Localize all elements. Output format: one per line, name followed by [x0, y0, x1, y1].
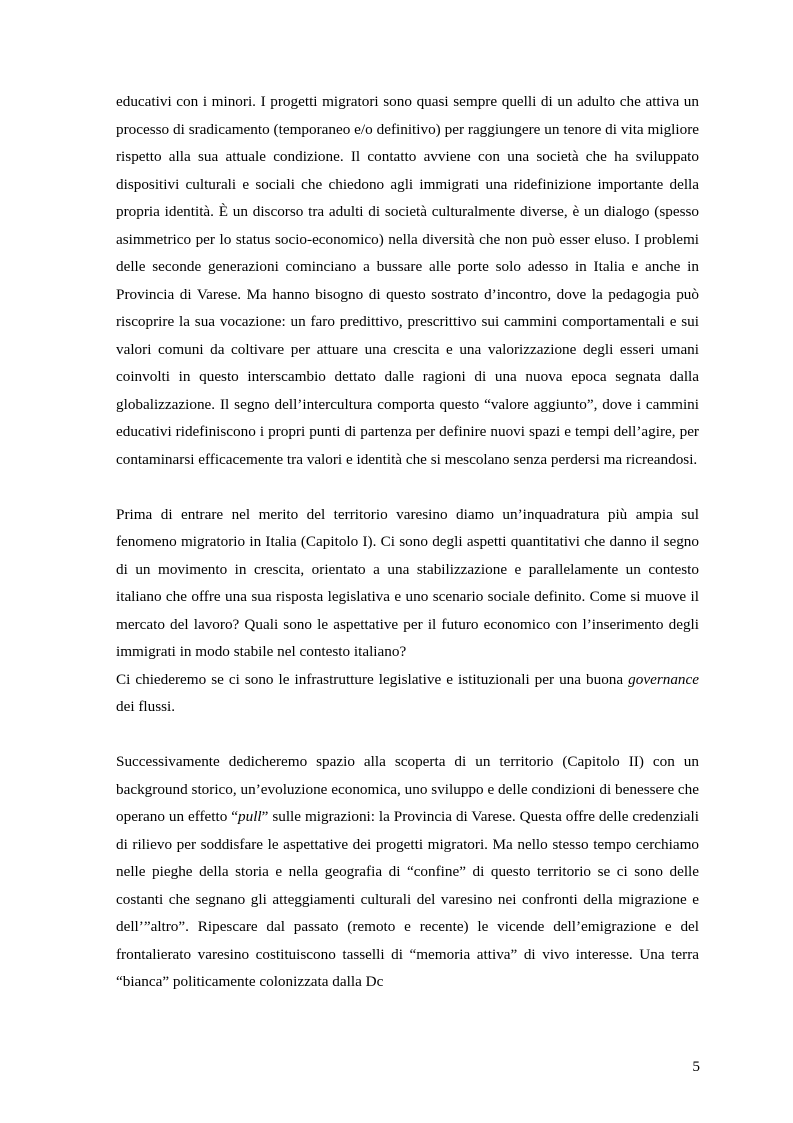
paragraph-governance-text-start: Ci chiederemo se ci sono le infrastrutture legislative e istituzionali per una buona	[116, 670, 629, 688]
paragraph-governance	[116, 666, 699, 721]
paragraph-varese-text-start: Successivamente dedicheremo spazio alla scoperta di un territorio (Capitolo II) con un background storico, un’evoluzione economica, uno sviluppo e delle condizioni di benessere che operano un effetto “	[116, 753, 699, 825]
paragraph-migration-italy: Prima di entrare nel merito del territorio varesino diamo un’inquadratura più ampia sul fenomeno migratorio in Italia (Capitolo I). Ci sono degli aspetti quantitativi che danno il segno di un movimento in crescita, orientato a una stabilizzazione e parallelamente un contesto italiano che offre una sua risposta legislativa e uno scenario sociale definito. Come si muove il mercato del lavoro? Quali sono le aspettative per il futuro economico con l’inserimento degli immigrati in modo stabile nel contesto italiano?	[116, 505, 699, 660]
paragraph-spacer	[116, 721, 699, 749]
page-number: 5	[692, 1058, 700, 1075]
paragraph-varese-text-end: ” sulle migrazioni: la Provincia di Varese. Questa offre delle credenziali di rilievo per soddisfare le aspettative dei progetti migratori. Ma nello stesso tempo cerchiamo nelle pieghe della storia e nella geografia di “confine” di questo territorio se ci sono delle costanti che segnano gli atteggiamenti culturali del varesino nei confronti della migrazione e dell’”altro”. Ripescare dal passato (remoto e recente) le vicende dell’emigrazione e del frontalierato varesino costituiscono tasselli di “memoria attiva” di vivo interesse. Una terra “bianca” politicamente colonizzata dalla Dc	[116, 808, 699, 990]
paragraph-varese-territory	[116, 748, 699, 996]
paragraph-governance-text-end: dei flussi.	[116, 698, 176, 715]
paragraph-educational-context: educativi con i minori. I progetti migratori sono quasi sempre quelli di un adulto che attiva un processo di sradicamento (temporaneo e/o definitivo) per raggiungere un tenore di vita migliore rispetto alla sua attuale condizione. Il contatto avviene con una società che ha sviluppato dispositivi culturali e sociali che chiedono agli immigrati una ridefinizione importante della propria identità. È un discorso tra adulti di società culturalmente diverse, è un dialogo (spesso asimmetrico per lo status socio-economico) nella diversità che non può esser eluso. I problemi delle seconde generazioni cominciano a bussare alle porte solo adesso in Italia e anche in Provincia di Varese. Ma hanno bisogno di questo sostrato d’incontro, dove la pedagogia può riscoprire la sua vocazione: un faro predittivo, prescrittivo sui cammini comportamentali e sui valori comuni da coltivare per attuare una crescita e una valorizzazione degli esseri umani coinvolti in questo interscambio dettato dalle ragioni di una nuova epoca segnata dalla globalizzazione. Il segno dell’intercultura comporta questo “valore aggiunto”, dove i cammini educativi ridefiniscono i propri punti di partenza per definire nuovi spazi e tempi dell’agire, per contaminarsi efficacemente tra valori e identità che si mescolano senza perdersi ma ricreandosi.	[116, 93, 699, 468]
body-text	[116, 88, 699, 996]
paragraph-spacer	[116, 473, 699, 501]
governance-emphasis: governance	[628, 670, 699, 688]
pull-emphasis: pull	[238, 808, 262, 825]
